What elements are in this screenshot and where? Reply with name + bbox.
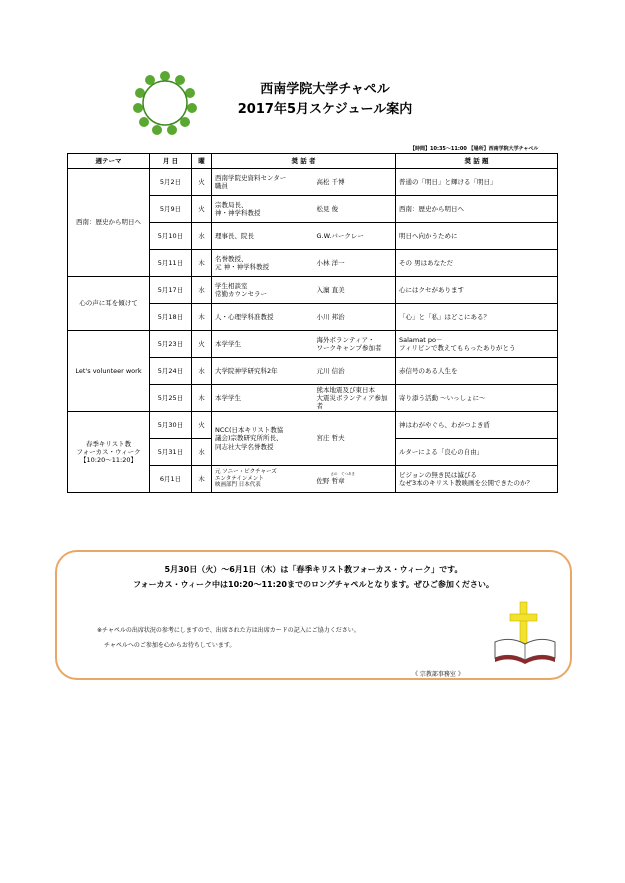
speaker-position: 宗教局長、 神・神学科教授 [212, 196, 314, 223]
row-date: 5月30日 [150, 412, 192, 439]
row-day: 木 [192, 304, 212, 331]
notice-note1: ※チャペルの出席状況の参考にしますので、出席された方は出席カードの記入にご協力ください。 [97, 627, 360, 634]
row-date: 5月24日 [150, 358, 192, 385]
speaker-name: 熊本地震及び東日本 大震災ボランティア参加者 [314, 385, 396, 412]
week-theme: Let's volunteer work [68, 331, 150, 412]
header-topic: 奨 話 題 [396, 154, 558, 169]
speaker-position: 名誉教授、 元 神・神学科教授 [212, 250, 314, 277]
speaker-position: 本学学生 [212, 331, 314, 358]
header-speaker: 奨 話 者 [212, 154, 396, 169]
topic: その 男はあなただ [396, 250, 558, 277]
topic: 普通の「明日」と輝ける「明日」 [396, 169, 558, 196]
row-date: 6月1日 [150, 466, 192, 493]
speaker-name: 海外ボランティア・ ワークキャンプ参加者 [314, 331, 396, 358]
topic: 西南：歴史から明日へ [396, 196, 558, 223]
speaker-name: 宮庄 哲夫 [314, 412, 396, 466]
row-day: 火 [192, 196, 212, 223]
header-day: 曜 [192, 154, 212, 169]
row-day: 木 [192, 466, 212, 493]
speaker-position: 元 ソニー・ピクチャーズ エンタテインメント 映画部門 日本代表 [212, 466, 314, 493]
row-date: 5月9日 [150, 196, 192, 223]
row-date: 5月25日 [150, 385, 192, 412]
row-day: 水 [192, 439, 212, 466]
topic: 心にはクセがあります [396, 277, 558, 304]
row-date: 5月31日 [150, 439, 192, 466]
row-date: 5月18日 [150, 304, 192, 331]
row-day: 水 [192, 277, 212, 304]
speaker-name: 小林 洋一 [314, 250, 396, 277]
ivy-wreath-logo [130, 68, 200, 138]
schedule-table [67, 153, 558, 493]
time-place-info: 【時間】10:35～11:00 【場所】西南学院大学チャペル [410, 146, 539, 152]
bible-cross-icon [490, 600, 560, 665]
week-theme: 西南：歴史から明日へ [68, 169, 150, 277]
speaker-name: 佐野 哲章 [316, 476, 345, 485]
row-date: 5月17日 [150, 277, 192, 304]
topic: 神はわがやぐら、わがつよき盾 [396, 412, 558, 439]
week-theme: 心の声に耳を傾けて [68, 277, 150, 331]
header-theme: 週テーマ [68, 154, 150, 169]
speaker-name: 元川 信治 [314, 358, 396, 385]
topic: 明日へ向かうために [396, 223, 558, 250]
speaker-position: 理事長、院長 [212, 223, 314, 250]
row-day: 火 [192, 412, 212, 439]
notice-line1: 5月30日（火）～6月1日（木）は「春季キリスト教フォーカス・ウィーク」です。 [164, 565, 463, 574]
speaker-name-cell [314, 466, 396, 493]
row-day: 火 [192, 331, 212, 358]
week-theme: 春季キリスト教 フォーカス・ウィーク 【10:20～11:20】 [68, 412, 150, 493]
topic: Salamat po－ フィリピンで教えてもらったありがとう [396, 331, 558, 358]
topic: 赤信号のある人生を [396, 358, 558, 385]
speaker-position: 人・心理学科准教授 [212, 304, 314, 331]
topic: ルターによる「良心の自由」 [396, 439, 558, 466]
speaker-position: 本学学生 [212, 385, 314, 412]
speaker-name: 松見 俊 [314, 196, 396, 223]
notice-line2: フォーカス・ウィーク中は10:20～11:20までのロングチャペルとなります。ぜひご参加ください。 [133, 580, 494, 589]
row-date: 5月10日 [150, 223, 192, 250]
row-date: 5月2日 [150, 169, 192, 196]
topic: 「心」と「私」はどこにある？ [396, 304, 558, 331]
speaker-name: 高松 千博 [314, 169, 396, 196]
page-subtitle: 2017年5月スケジュール案内 [237, 102, 413, 117]
speaker-position: 西南学院史資料センター 職員 [212, 169, 314, 196]
row-day: 水 [192, 223, 212, 250]
speaker-position: NCC(日本キリスト教協 議会)宗教研究所所長、 同志社大学名誉教授 [212, 412, 314, 466]
speaker-name: G.W.バークレー [314, 223, 396, 250]
speaker-name-ruby: さの てつあき [330, 472, 355, 477]
notice-signature: 《 宗教部事務室 》 [412, 671, 464, 678]
topic: 寄り添う活動 ～いっしょに～ [396, 385, 558, 412]
speaker-name: 小川 邦治 [314, 304, 396, 331]
row-day: 木 [192, 385, 212, 412]
row-day: 火 [192, 169, 212, 196]
notice-note2: チャペルへのご参加を心からお待ちしています。 [104, 642, 236, 649]
row-day: 水 [192, 358, 212, 385]
page-title: 西南学院大学チャペル [260, 82, 390, 97]
speaker-name: 入濵 直美 [314, 277, 396, 304]
topic: ビジョンの無き民は滅びる なぜ3本のキリスト教映画を公開できたのか？ [396, 466, 558, 493]
row-date: 5月11日 [150, 250, 192, 277]
speaker-position: 学生相談室 常勤カウンセラー [212, 277, 314, 304]
row-date: 5月23日 [150, 331, 192, 358]
speaker-position: 大学院神学研究科2年 [212, 358, 314, 385]
header-date: 月 日 [150, 154, 192, 169]
row-day: 木 [192, 250, 212, 277]
